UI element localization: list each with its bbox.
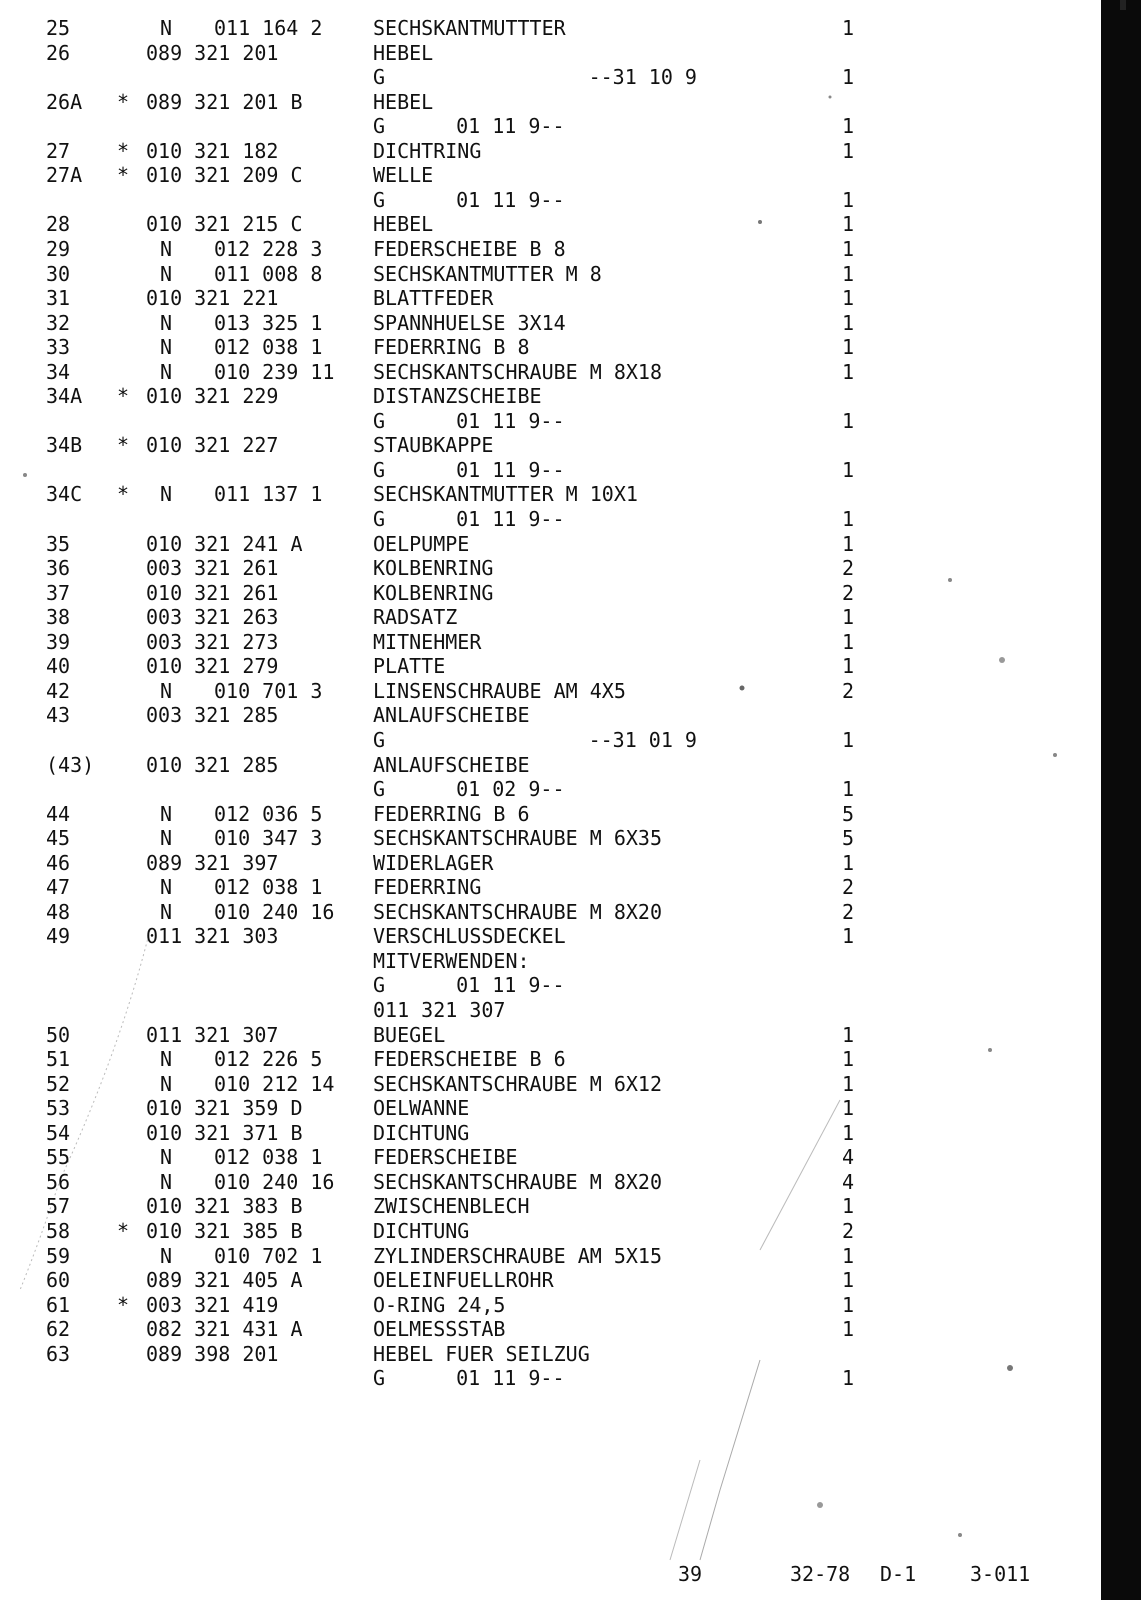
table-row [0,973,1090,997]
quantity: 1 [842,16,855,40]
table-row [0,1170,1090,1194]
item-position: 33 [46,335,71,360]
norm-flag: N [160,1243,173,1268]
table-row [0,998,1090,1022]
scan-streak [670,1460,700,1560]
item-position: 36 [46,556,71,581]
quantity: 1 [842,187,855,212]
part-description: O-RING 24,5 [373,1292,506,1317]
norm-flag: N [160,1071,173,1096]
part-description: DISTANZSCHEIBE [373,384,542,409]
table-row [0,409,1090,433]
table-row [0,802,1090,826]
table-row [0,139,1090,163]
quantity: 1 [842,1268,855,1293]
part-number: 010 321 383 B [146,1194,303,1219]
part-description: FEDERRING B 6 [373,801,530,826]
table-row [0,41,1090,65]
scan-speck [958,1533,962,1537]
quantity: 1 [842,236,855,261]
part-description: ZYLINDERSCHRAUBE AM 5X15 [373,1243,662,1268]
quantity: 1 [842,408,855,433]
scan-edge-bar [1101,0,1141,1600]
item-position: 49 [46,924,71,949]
part-description: FEDERSCHEIBE B 8 [373,236,566,261]
validity-date: 01 11 9-- [420,187,565,212]
part-number: 010 321 285 [146,752,279,777]
quantity: 1 [842,1194,855,1219]
quantity: 1 [842,261,855,286]
validity-flag: G [373,973,386,998]
part-description: OELMESSSTAB [373,1317,506,1342]
quantity: 1 [842,531,855,556]
table-row [0,90,1090,114]
quantity: 1 [842,507,855,531]
validity-date: 01 11 9-- [420,973,565,998]
item-position: 31 [46,286,71,311]
table-row [0,875,1090,899]
part-number: 012 228 3 [214,236,323,261]
item-position: 60 [46,1268,71,1293]
quantity: 1 [842,138,855,163]
change-marker: * [117,138,130,163]
table-row [0,311,1090,335]
table-row [0,1244,1090,1268]
part-number: 003 321 263 [146,605,279,630]
part-description: HEBEL FUER SEILZUG [373,1341,590,1366]
part-description: KOLBENRING [373,556,494,581]
part-description: BUEGEL [373,1022,446,1047]
part-number: 010 321 215 C [146,212,303,237]
part-description: HEBEL [373,89,434,114]
quantity: 1 [842,1047,855,1072]
part-description: FEDERSCHEIBE [373,1145,518,1170]
table-row [0,1317,1090,1341]
part-description: SECHSKANTMUTTTER [373,16,566,40]
quantity: 1 [842,1292,855,1317]
part-description: FEDERSCHEIBE B 6 [373,1047,566,1072]
part-number: 010 321 209 C [146,163,303,188]
table-row [0,65,1090,89]
table-row [0,163,1090,187]
change-marker: * [117,482,130,507]
part-number: 010 321 182 [146,138,279,163]
validity-flag: G [373,114,386,139]
table-row [0,777,1090,801]
footer-reference: 3-011 [970,1562,1031,1586]
part-description: LINSENSCHRAUBE AM 4X5 [373,678,626,703]
norm-flag: N [160,482,173,507]
table-row [0,703,1090,727]
quantity: 2 [842,899,855,924]
table-row [0,286,1090,310]
quantity: 1 [842,335,855,360]
item-position: 30 [46,261,71,286]
quantity: 5 [842,801,855,826]
scan-speck [817,1502,823,1508]
quantity: 1 [842,1366,855,1391]
part-description: FEDERRING [373,875,482,900]
table-row [0,851,1090,875]
norm-flag: N [160,826,173,851]
norm-flag: N [160,801,173,826]
item-position: 62 [46,1317,71,1342]
validity-flag: G [373,457,386,482]
table-row [0,360,1090,384]
part-description: DICHTRING [373,138,482,163]
quantity: 5 [842,826,855,851]
table-row [0,188,1090,212]
table-row [0,581,1090,605]
item-position: 55 [46,1145,71,1170]
quantity: 2 [842,580,855,605]
change-marker: * [117,89,130,114]
table-row [0,826,1090,850]
part-number: 011 164 2 [214,16,323,40]
item-position: 43 [46,703,71,728]
validity-date: 01 11 9-- [420,1366,565,1391]
part-number: 010 321 371 B [146,1120,303,1145]
quantity: 1 [842,727,855,752]
table-row [0,556,1090,580]
quantity: 4 [842,1169,855,1194]
part-description: SECHSKANTSCHRAUBE M 6X35 [373,826,662,851]
part-number: 011 008 8 [214,261,323,286]
part-description: KOLBENRING [373,580,494,605]
footer-code: 32-78 [790,1562,851,1586]
quantity: 1 [842,1243,855,1268]
part-description: SECHSKANTSCHRAUBE M 6X12 [373,1071,662,1096]
quantity: 1 [842,924,855,949]
item-position: 61 [46,1292,71,1317]
norm-flag: N [160,310,173,335]
part-number: 089 321 397 [146,850,279,875]
table-row [0,114,1090,138]
item-position: 38 [46,605,71,630]
norm-flag: N [160,16,173,40]
page-footer [0,1560,1090,1588]
item-position: 52 [46,1071,71,1096]
validity-flag: G [373,1366,386,1391]
part-number: 013 325 1 [214,310,323,335]
change-marker: * [117,163,130,188]
part-number: 012 226 5 [214,1047,323,1072]
part-number: 010 240 16 [214,899,335,924]
table-row [0,262,1090,286]
part-number: 003 321 419 [146,1292,279,1317]
part-number: 010 239 11 [214,359,335,384]
item-position: 26A [46,89,83,114]
validity-flag: G [373,777,386,802]
part-number: 010 321 359 D [146,1096,303,1121]
validity-flag: G [373,727,386,752]
item-position: 32 [46,310,71,335]
item-position: 51 [46,1047,71,1072]
part-description: DICHTUNG [373,1218,470,1243]
table-row [0,433,1090,457]
item-position: 34A [46,384,83,409]
item-position: 34B [46,433,83,458]
item-position: 50 [46,1022,71,1047]
norm-flag: N [160,261,173,286]
table-row [0,630,1090,654]
part-number: 089 321 405 A [146,1268,303,1293]
validity-date: 01 11 9-- [420,114,565,139]
table-row [0,384,1090,408]
quantity: 1 [842,212,855,237]
table-row [0,924,1090,948]
footer-section: D-1 [880,1562,917,1586]
table-row [0,1072,1090,1096]
part-number: 010 702 1 [214,1243,323,1268]
part-number: 011 321 303 [146,924,279,949]
table-row [0,1121,1090,1145]
part-number: 010 701 3 [214,678,323,703]
part-description: SECHSKANTSCHRAUBE M 8X20 [373,1169,662,1194]
change-marker: * [117,433,130,458]
quantity: 1 [842,605,855,630]
item-position: 29 [46,236,71,261]
quantity: 2 [842,1218,855,1243]
norm-flag: N [160,359,173,384]
item-position: 48 [46,899,71,924]
table-row [0,654,1090,678]
part-number: 082 321 431 A [146,1317,303,1342]
validity-flag: G [373,187,386,212]
table-row [0,1293,1090,1317]
part-description: MITVERWENDEN: [373,948,530,973]
validity-date: --31 01 9 [420,727,697,752]
table-row [0,1268,1090,1292]
quantity: 1 [842,850,855,875]
table-row [0,1047,1090,1071]
validity-date: 01 02 9-- [420,777,565,802]
part-description: SECHSKANTSCHRAUBE M 8X20 [373,899,662,924]
part-description: ANLAUFSCHEIBE [373,703,530,728]
quantity: 1 [842,629,855,654]
part-description: PLATTE [373,654,446,679]
quantity: 1 [842,1022,855,1047]
quantity: 1 [842,654,855,679]
part-number: 010 347 3 [214,826,323,851]
item-position: 47 [46,875,71,900]
table-row [0,1366,1090,1390]
item-position: 44 [46,801,71,826]
part-number: 012 036 5 [214,801,323,826]
part-number: 010 321 221 [146,286,279,311]
norm-flag: N [160,236,173,261]
item-position: 37 [46,580,71,605]
table-row [0,16,1090,40]
part-description: FEDERRING B 8 [373,335,530,360]
quantity: 4 [842,1145,855,1170]
table-row [0,458,1090,482]
part-description: VERSCHLUSSDECKEL [373,924,566,949]
validity-flag: G [373,65,386,90]
table-row [0,1023,1090,1047]
table-row [0,532,1090,556]
scan-edge-speck [1120,0,1126,10]
quantity: 1 [842,286,855,311]
table-row [0,1096,1090,1120]
part-number: 010 321 385 B [146,1218,303,1243]
item-position: 56 [46,1169,71,1194]
table-row [0,1145,1090,1169]
part-number: 010 212 14 [214,1071,335,1096]
quantity: 1 [842,65,855,90]
part-description: SECHSKANTMUTTER M 8 [373,261,602,286]
norm-flag: N [160,335,173,360]
item-position: 46 [46,850,71,875]
quantity: 1 [842,777,855,802]
part-number: 011 321 307 [146,1022,279,1047]
table-row [0,1342,1090,1366]
footer-page-number: 39 [678,1562,703,1586]
part-number: 003 321 261 [146,556,279,581]
norm-flag: N [160,875,173,900]
part-number: 012 038 1 [214,335,323,360]
part-description: ANLAUFSCHEIBE [373,752,530,777]
part-number: 003 321 273 [146,629,279,654]
quantity: 1 [842,457,855,482]
part-number: 010 321 241 A [146,531,303,556]
item-position: 27 [46,138,71,163]
item-position: 59 [46,1243,71,1268]
validity-flag: G [373,507,386,531]
norm-flag: N [160,678,173,703]
part-number: 012 038 1 [214,875,323,900]
table-row [0,605,1090,629]
table-row [0,335,1090,359]
part-description: WELLE [373,163,434,188]
quantity: 1 [842,1071,855,1096]
part-description: OELWANNE [373,1096,470,1121]
norm-flag: N [160,1145,173,1170]
table-row [0,1219,1090,1243]
part-number: 010 321 279 [146,654,279,679]
quantity: 1 [842,1317,855,1342]
item-position: 40 [46,654,71,679]
part-description: SPANNHUELSE 3X14 [373,310,566,335]
part-description: OELEINFUELLROHR [373,1268,554,1293]
item-position: 25 [46,16,71,40]
part-number: 010 321 229 [146,384,279,409]
part-number: 010 240 16 [214,1169,335,1194]
validity-date: --31 10 9 [420,65,697,90]
quantity: 2 [842,556,855,581]
part-description: DICHTUNG [373,1120,470,1145]
norm-flag: N [160,1169,173,1194]
table-row [0,949,1090,973]
quantity: 1 [842,1120,855,1145]
item-position: 26 [46,40,71,65]
part-number: 012 038 1 [214,1145,323,1170]
validity-date: 01 11 9-- [420,457,565,482]
item-position: 34 [46,359,71,384]
table-row [0,507,1090,531]
part-description: SECHSKANTMUTTER M 10X1 [373,482,638,507]
change-marker: * [117,1292,130,1317]
part-description: SECHSKANTSCHRAUBE M 8X18 [373,359,662,384]
item-position: 45 [46,826,71,851]
quantity: 2 [842,678,855,703]
table-row [0,1194,1090,1218]
quantity: 1 [842,114,855,139]
part-number: 010 321 261 [146,580,279,605]
part-description: MITNEHMER [373,629,482,654]
change-marker: * [117,384,130,409]
item-position: 42 [46,678,71,703]
item-position: 57 [46,1194,71,1219]
validity-date: 01 11 9-- [420,408,565,433]
item-position: 58 [46,1218,71,1243]
validity-date: 01 11 9-- [420,507,565,531]
part-description: BLATTFEDER [373,286,494,311]
part-number: 089 321 201 [146,40,279,65]
item-position: 35 [46,531,71,556]
table-row [0,212,1090,236]
norm-flag: N [160,1047,173,1072]
table-row [0,482,1090,506]
item-position: 27A [46,163,83,188]
item-position: 34C [46,482,83,507]
part-description: RADSATZ [373,605,458,630]
part-description: WIDERLAGER [373,850,494,875]
table-row [0,679,1090,703]
part-description: ZWISCHENBLECH [373,1194,530,1219]
part-number: 011 137 1 [214,482,323,507]
item-position: 63 [46,1341,71,1366]
part-description: 011 321 307 [373,998,506,1022]
table-row [0,728,1090,752]
item-position: 53 [46,1096,71,1121]
quantity: 1 [842,310,855,335]
part-number: 089 398 201 [146,1341,279,1366]
quantity: 1 [842,1096,855,1121]
part-number: 003 321 285 [146,703,279,728]
part-description: HEBEL [373,40,434,65]
item-position: 54 [46,1120,71,1145]
change-marker: * [117,1218,130,1243]
item-position: (43) [46,752,95,777]
part-description: HEBEL [373,212,434,237]
item-position: 28 [46,212,71,237]
quantity: 1 [842,359,855,384]
item-position: 39 [46,629,71,654]
part-number: 010 321 227 [146,433,279,458]
validity-flag: G [373,408,386,433]
part-description: STAUBKAPPE [373,433,494,458]
table-row [0,237,1090,261]
quantity: 2 [842,875,855,900]
part-description: OELPUMPE [373,531,470,556]
norm-flag: N [160,899,173,924]
part-number: 089 321 201 B [146,89,303,114]
table-row [0,753,1090,777]
table-row [0,900,1090,924]
